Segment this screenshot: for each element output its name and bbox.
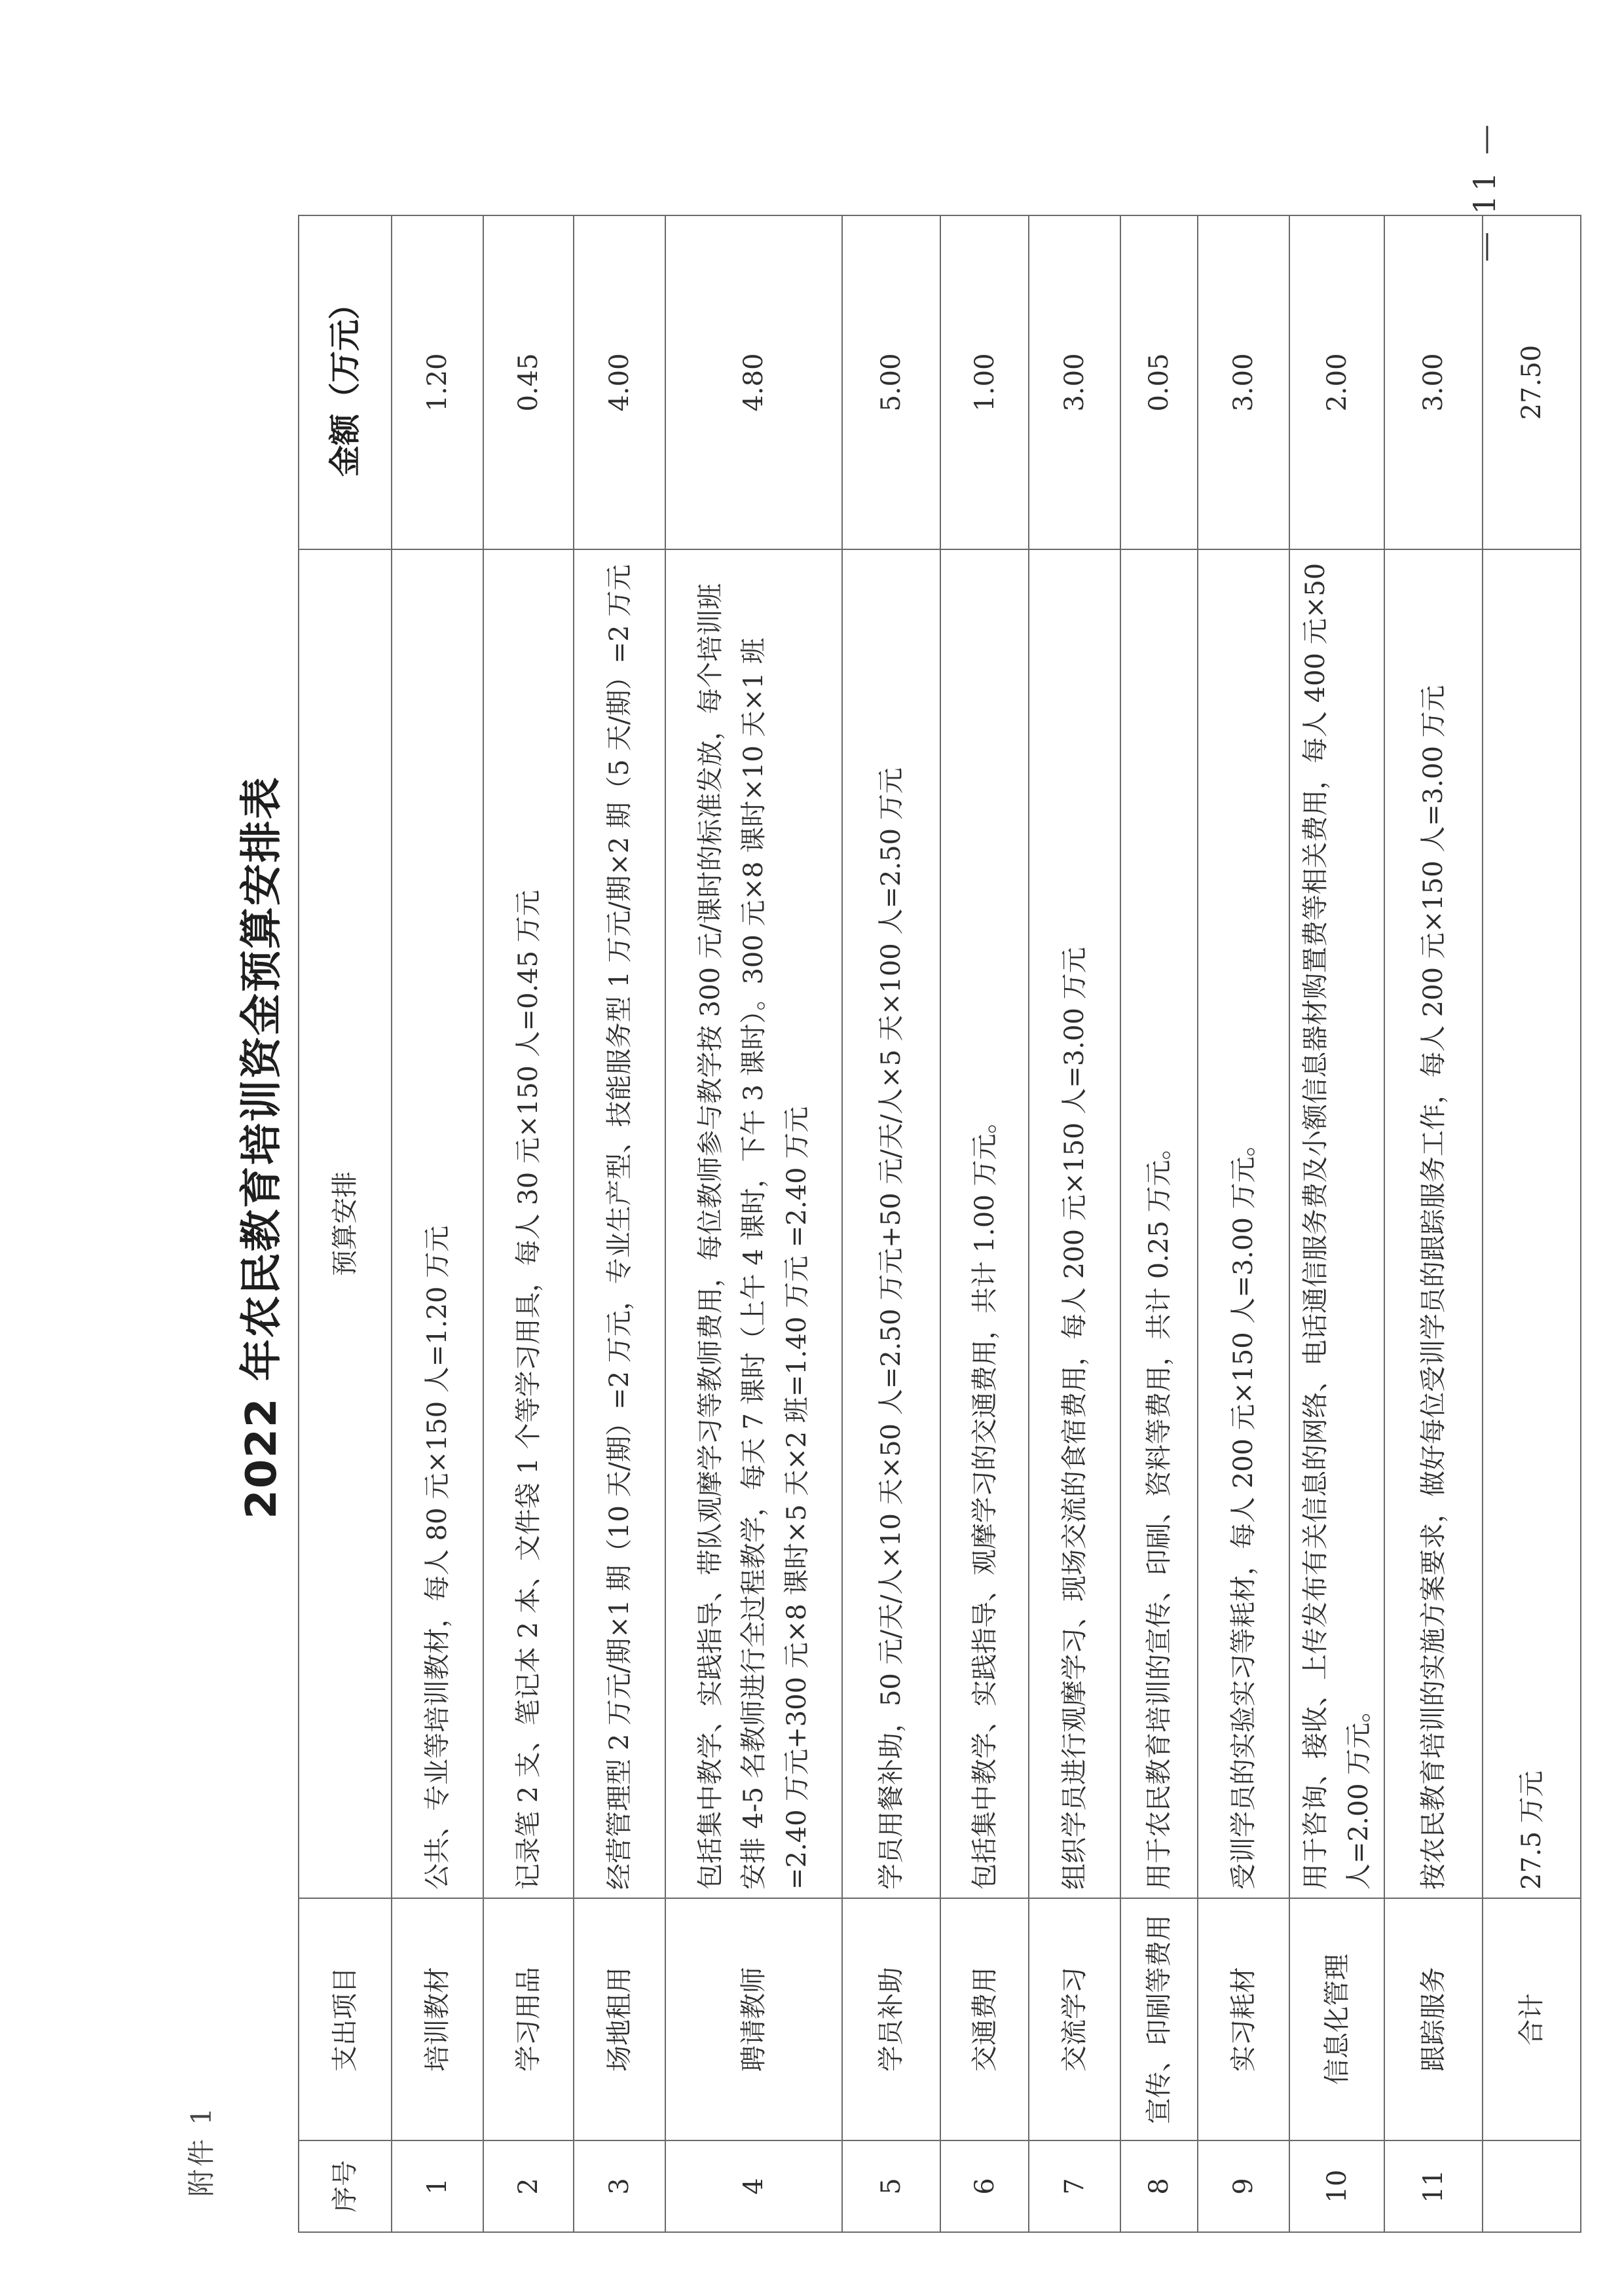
- table-row: [483, 215, 574, 2232]
- amount-value: 0.45: [483, 215, 574, 549]
- table-row: [1029, 215, 1120, 2232]
- row-number: 2: [483, 2140, 574, 2232]
- column-header-amount: 金额（万元）: [299, 215, 392, 549]
- expense-item: 交通费用: [940, 1898, 1029, 2140]
- total-row: [1483, 215, 1581, 2232]
- table-row: [392, 215, 483, 2232]
- row-number: 8: [1120, 2140, 1198, 2232]
- page-title: 2022 年农民教育培训资金预算安排表: [238, 776, 286, 1519]
- budget-description: 包括集中教学、实践指导、观摩学习的交通费用，共计 1.00 万元。: [940, 549, 1029, 1898]
- amount-value: 4.80: [665, 215, 842, 549]
- row-number: 1: [392, 2140, 483, 2232]
- amount-value: 2.00: [1289, 215, 1384, 549]
- budget-table: [298, 215, 1581, 2233]
- page-number: — 11 —: [1467, 120, 1502, 262]
- total-amount: 27.50: [1483, 215, 1581, 549]
- row-number: 3: [574, 2140, 665, 2232]
- table-row: [665, 215, 842, 2232]
- row-number: 5: [842, 2140, 940, 2232]
- table-row: [1198, 215, 1289, 2232]
- amount-value: 0.05: [1120, 215, 1198, 549]
- budget-description: 公共、专业等培训教材，每人 80 元×150 人=1.20 万元: [392, 549, 483, 1898]
- budget-description: 组织学员进行观摩学习、现场交流的食宿费用，每人 200 元×150 人=3.00 万元: [1029, 549, 1120, 1898]
- budget-description: 按农民教育培训的实施方案要求，做好每位受训学员的跟踪服务工作，每人 200 元×150 人=3.00 万元: [1384, 549, 1483, 1898]
- budget-description: 用于农民教育培训的宣传、印刷、资料等费用，共计 0.25 万元。: [1120, 549, 1198, 1898]
- annex-label: 附件 1: [185, 2104, 217, 2197]
- expense-item: 学习用品: [483, 1898, 574, 2140]
- table-row: [1384, 215, 1483, 2232]
- expense-item: 实习耗材: [1198, 1898, 1289, 2140]
- expense-item: 场地租用: [574, 1898, 665, 2140]
- expense-item: 交流学习: [1029, 1898, 1120, 2140]
- row-number: 6: [940, 2140, 1029, 2232]
- expense-item: 宣传、印刷等费用: [1120, 1898, 1198, 2140]
- column-header-no: 序号: [299, 2140, 392, 2232]
- table-header-row: [299, 215, 392, 2232]
- budget-description: 包括集中教学、实践指导、带队观摩学习等教师费用，每位教师参与教学按 300 元/课时的标准发放，每个培训班安排 4-5 名教师进行全过程教学，每天 7 课时（上午 4 课时，下午 3 课时）。300 元×8 课时×10 天×1 班=2.40 万元+300 元×8 课时×5 天×2 班=1.40 万元 =2.40 万元: [665, 549, 842, 1898]
- table-row: [1120, 215, 1198, 2232]
- amount-value: 1.00: [940, 215, 1029, 549]
- column-header-desc: 预算安排: [299, 549, 392, 1898]
- total-label: 合计: [1483, 1898, 1581, 2140]
- row-number: 9: [1198, 2140, 1289, 2232]
- row-number: 4: [665, 2140, 842, 2232]
- row-number: 10: [1289, 2140, 1384, 2232]
- budget-description: 学员用餐补助，50 元/天/人×10 天×50 人=2.50 万元+50 元/天/人×5 天×100 人=2.50 万元: [842, 549, 940, 1898]
- amount-value: 5.00: [842, 215, 940, 549]
- expense-item: 跟踪服务: [1384, 1898, 1483, 2140]
- table-row: [940, 215, 1029, 2232]
- table-row: [574, 215, 665, 2232]
- total-number-cell: [1483, 2140, 1581, 2232]
- row-number: 7: [1029, 2140, 1120, 2232]
- amount-value: 4.00: [574, 215, 665, 549]
- budget-description: 记录笔 2 支、笔记本 2 本、文件袋 1 个等学习用具，每人 30 元×150 人=0.45 万元: [483, 549, 574, 1898]
- amount-value: 1.20: [392, 215, 483, 549]
- row-number: 11: [1384, 2140, 1483, 2232]
- budget-description: 受训学员的实验实习等耗材，每人 200 元×150 人=3.00 万元。: [1198, 549, 1289, 1898]
- amount-value: 3.00: [1198, 215, 1289, 549]
- amount-value: 3.00: [1029, 215, 1120, 549]
- amount-value: 3.00: [1384, 215, 1483, 549]
- expense-item: 学员补助: [842, 1898, 940, 2140]
- expense-item: 信息化管理: [1289, 1898, 1384, 2140]
- expense-item: 聘请教师: [665, 1898, 842, 2140]
- total-description: 27.5 万元: [1483, 549, 1581, 1898]
- column-header-item: 支出项目: [299, 1898, 392, 2140]
- table-row: [842, 215, 940, 2232]
- expense-item: 培训教材: [392, 1898, 483, 2140]
- budget-description: 用于咨询、接收、上传发布有关信息的网络、电话通信服务费及小额信息器材购置费等相关费用，每人 400 元×50 人=2.00 万元。: [1289, 549, 1384, 1898]
- budget-description: 经营管理型 2 万元/期×1 期（10 天/期）=2 万元，专业生产型、技能服务型 1 万元/期×2 期（5 天/期）=2 万元: [574, 549, 665, 1898]
- table-row: [1289, 215, 1384, 2232]
